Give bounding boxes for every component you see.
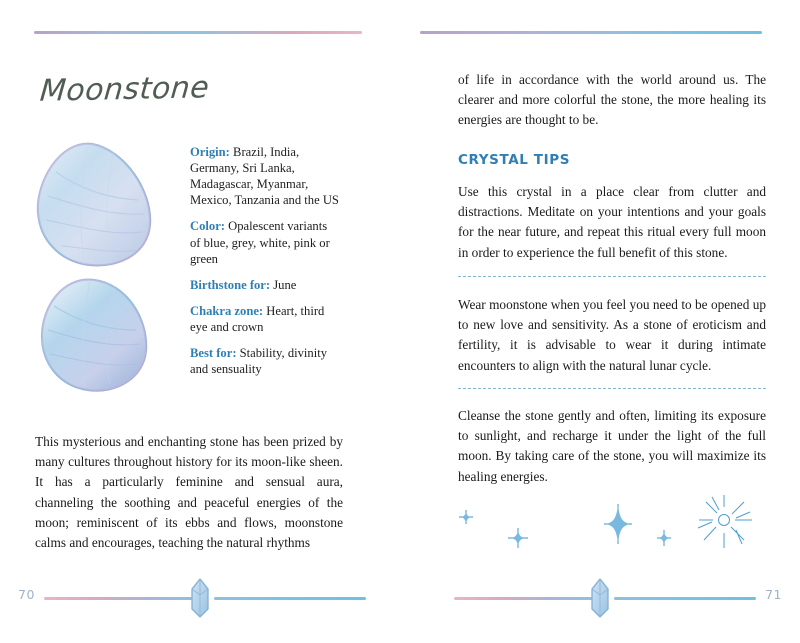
fact-value-color: Opalescent variants of blue, grey, white, pink or green — [190, 219, 330, 266]
section-heading-crystal-tips: CRYSTAL TIPS — [458, 152, 571, 168]
top-decorative-rule — [420, 31, 762, 34]
fact-label-birthstone: Birthstone for: — [190, 277, 271, 292]
footer-rule-right — [214, 597, 366, 600]
fact-birthstone — [190, 277, 340, 293]
stone-facts-list — [190, 144, 340, 387]
fact-label-color: Color: — [190, 219, 225, 234]
tip-divider-2 — [458, 388, 766, 390]
sparkle-stars-decoration — [458, 494, 766, 564]
tip-paragraph-2: Wear moonstone when you feel you need to be opened up to new love and sensitivity. As a stone of eroticism and fertility, it is advisable to wear it during intimate encounters to align with the natural lunar cycle. — [458, 297, 766, 373]
tip-paragraph-1: Use this crystal in a place clear from clutter and distractions. Meditate on your intentions and your goals for the near future, and repeat this ritual every full moon in order to experience the full benefit of this stone. — [458, 184, 766, 260]
tip-divider-1 — [458, 276, 766, 278]
left-page-footer — [0, 575, 400, 621]
left-body-paragraph: This mysterious and enchanting stone has been prized by many cultures throughout history for its moon-like sheen. It has a particularly feminine and sensual aura, channeling the soothing and peaceful energies of the moon; reminiscent of its ebbs and flows, moonstone calms and encourages, teaching the natural rhythms — [35, 434, 343, 551]
fact-label-chakra: Chakra zone: — [190, 303, 264, 318]
right-page — [400, 0, 800, 643]
fact-chakra — [190, 303, 340, 335]
right-body-continuation: of life in accordance with the world around us. The clearer and more colorful the stone, the more healing its energies are thought to be. — [458, 72, 766, 128]
page-title: Moonstone — [38, 70, 211, 109]
fact-value-origin: Brazil, India, Germany, Sri Lanka, Madagascar, Myanmar, Mexico, Tanzania and the US — [190, 145, 339, 208]
right-page-footer — [400, 575, 800, 621]
fact-value-best-for: Stability, divinity and sensuality — [190, 346, 328, 377]
fact-color — [190, 218, 340, 266]
fact-best-for — [190, 345, 340, 377]
fact-origin — [190, 144, 340, 208]
page-number-right: 71 — [765, 587, 782, 602]
crystal-point-icon — [589, 577, 611, 619]
fact-label-origin: Origin: — [190, 145, 230, 159]
footer-rule-left — [454, 597, 592, 600]
tip-paragraph-3: Cleanse the stone gently and often, limiting its exposure to sunlight, and recharge it under the light of the full moon. By taking care of the stone, you will maximize its healing energies. — [458, 408, 766, 484]
page-number-left: 70 — [18, 587, 35, 602]
fact-value-chakra: Heart, third eye and crown — [190, 303, 325, 334]
crystal-point-icon — [189, 577, 211, 619]
moonstone-gems-illustration — [32, 138, 167, 403]
footer-rule-left — [44, 597, 192, 600]
footer-rule-right — [614, 597, 756, 600]
top-decorative-rule — [34, 31, 362, 34]
fact-value-birthstone: June — [273, 277, 297, 292]
fact-label-best-for: Best for: — [190, 346, 237, 361]
